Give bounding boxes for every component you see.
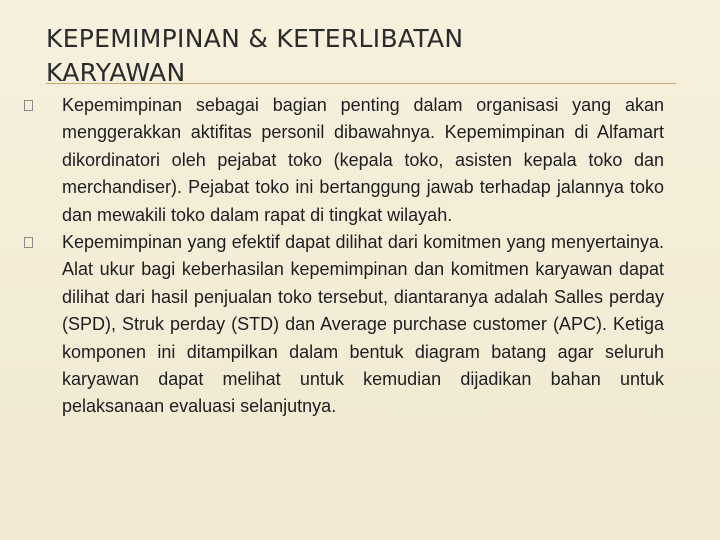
list-item — [24, 92, 664, 229]
list-item — [24, 229, 664, 421]
slide-title: KEPEMIMPINAN & KETERLIBATAN KARYAWAN — [46, 24, 464, 87]
title-divider — [46, 83, 676, 84]
bullet-text: Kepemimpinan sebagai bagian penting dalam organisasi yang akan menggerakkan aktifitas personil dibawahnya. Kepemimpinan di Alfamart dikordinatori oleh pejabat toko (kepala toko, asisten kepala toko dan merchandiser). Pejabat toko ini bertanggung jawab terhadap jalannya toko dan mewakili toko dalam rapat di tingkat wilayah. — [62, 95, 664, 225]
square-bullet-icon — [24, 237, 33, 248]
bullet-list — [24, 92, 664, 421]
bullet-text: Kepemimpinan yang efektif dapat dilihat dari komitmen yang menyertainya. Alat ukur bagi keberhasilan kepemimpinan dan komitmen karyawan dapat dilihat dari hasil penjualan toko tersebut, diantaranya adalah Salles perday (SPD), Struk perday (STD) dan Average purchase customer (APC). Ketiga komponen ini ditampilkan dalam bentuk diagram batang agar seluruh karyawan dapat melihat untuk kemudian dijadikan bahan untuk pelaksanaan evaluasi selanjutnya. — [62, 232, 664, 417]
square-bullet-icon — [24, 100, 33, 111]
